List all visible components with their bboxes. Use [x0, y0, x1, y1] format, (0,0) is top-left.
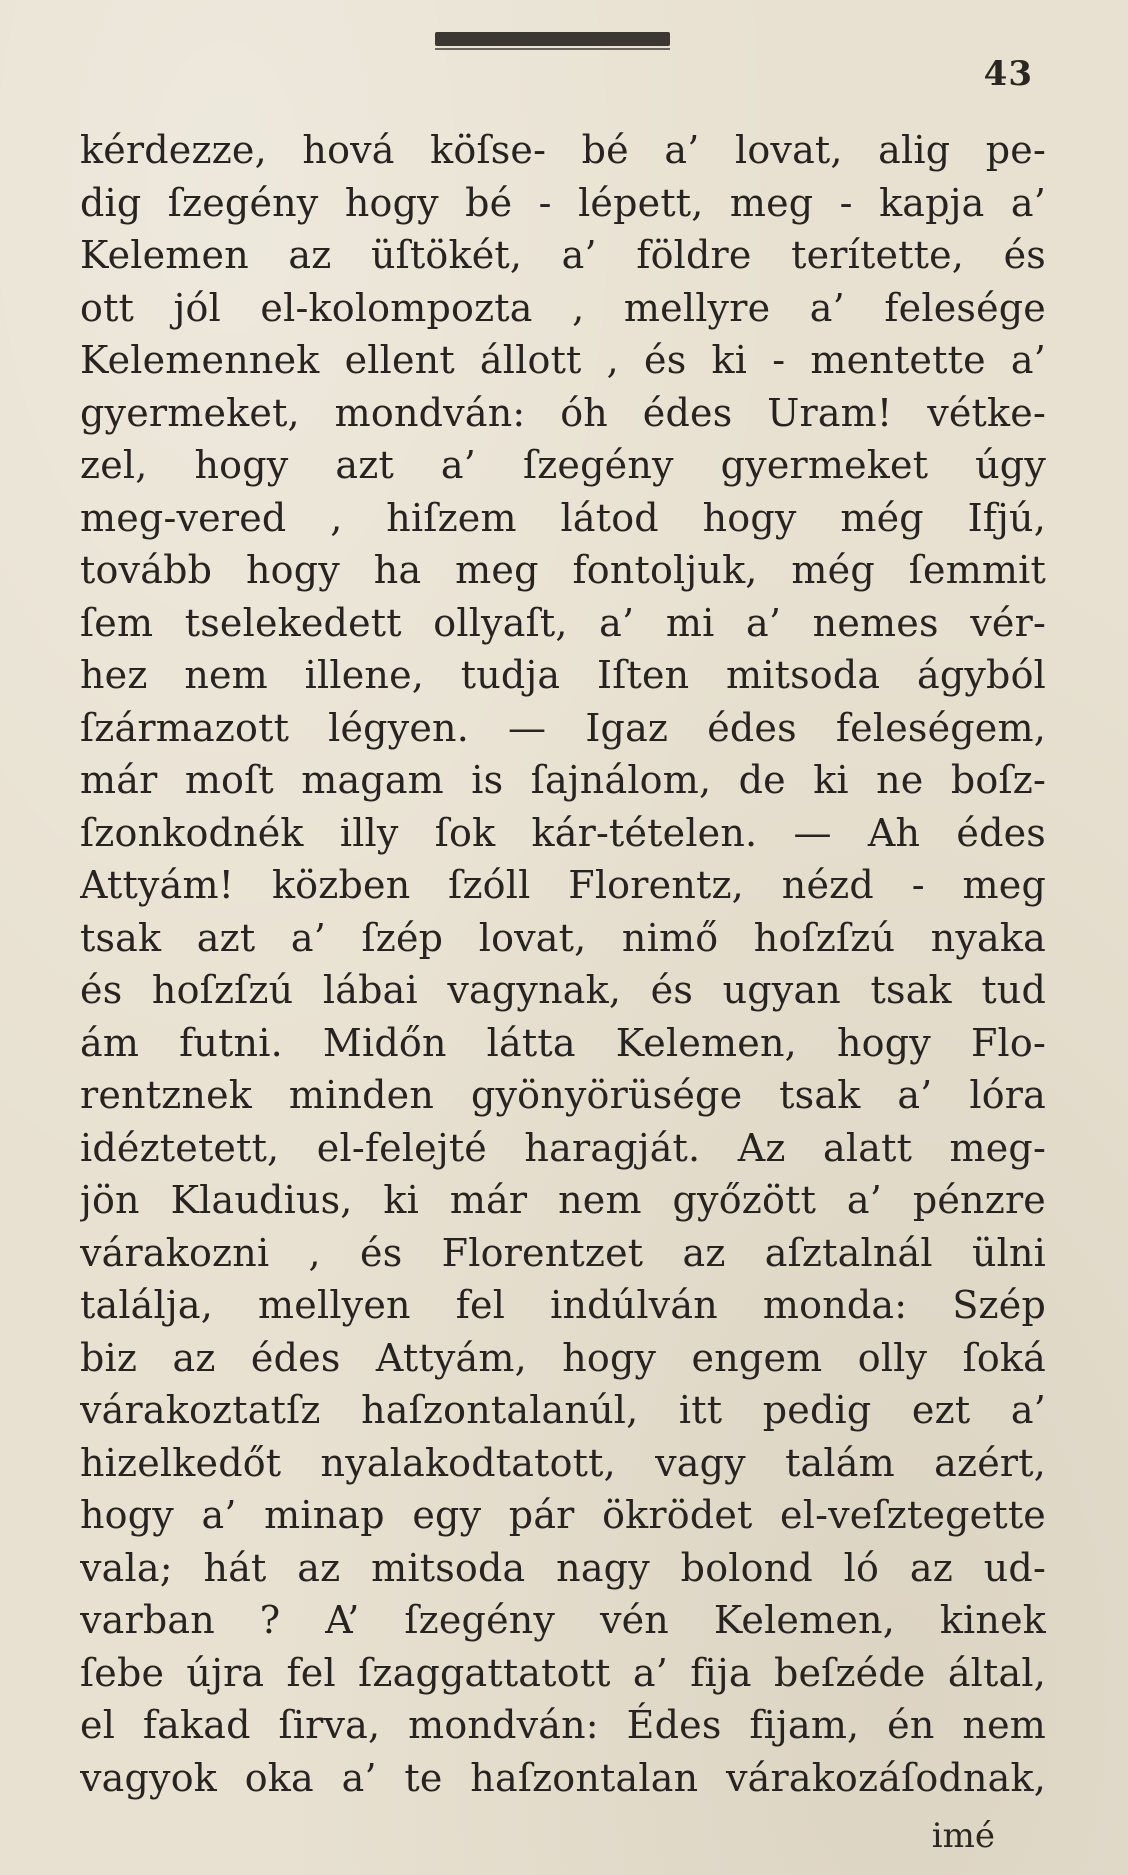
text-line: ám futni. Midőn látta Kelemen, hogy Flo- [80, 1020, 1046, 1065]
text-line: tsak azt a’ ſzép lovat, nimő hoſzſzú nyaka [80, 915, 1046, 960]
text-line: Kelemennek ellent állott , és ki - mentette a’ [80, 338, 1046, 382]
text-line: dig ſzegény hogy bé - lépett, meg - kapja a’ [80, 180, 1046, 225]
text-line: kérdezze, hová köſse- bé a’ lovat, alig pe- [80, 128, 1046, 172]
text-line: várakozni , és Florentzet az aſztalnál ülni [80, 1230, 1046, 1275]
text-line: már moſt magam is ſajnálom, de ki ne boſz- [80, 758, 1046, 802]
body-text [80, 124, 1046, 1804]
text-line: várakoztatſz haſzontalanúl, itt pedig ezt a’ [80, 1388, 1046, 1432]
text-line: varban ? A’ ſzegény vén Kelemen, kinek [80, 1598, 1046, 1642]
text-line: vala; hát az mitsoda nagy bolond ló az ud- [80, 1545, 1046, 1590]
text-line: hogy a’ minap egy pár ökrödet el-veſztegette [80, 1493, 1046, 1537]
text-line: jön Klaudius, ki már nem győzött a’ pénzre [80, 1178, 1046, 1222]
text-line: ſebe újra fel ſzaggattatott a’ fija beſzéde által, [80, 1650, 1046, 1695]
text-line: el fakad ſirva, mondván: Édes fijam, én nem [80, 1703, 1046, 1747]
text-line: Attyám! közben ſzóll Florentz, nézd - meg [80, 863, 1046, 907]
text-line: tovább hogy ha meg fontoljuk, még ſemmit [80, 548, 1046, 592]
text-line: meg-vered , hiſzem látod hogy még Ifjú, [80, 495, 1046, 540]
text-line: találja, mellyen fel indúlván monda: Szép [80, 1283, 1046, 1327]
text-line: ott jól el-kolompozta , mellyre a’ felesége [80, 285, 1046, 330]
text-line: gyermeket, mondván: óh édes Uram! vétke- [80, 390, 1046, 435]
text-line: hizelkedőt nyalakodtatott, vagy talám azért, [80, 1440, 1046, 1485]
text-line: Kelemen az üſtökét, a’ földre terítette, és [80, 233, 1046, 277]
catchword: imé [931, 1816, 995, 1856]
text-line: zel, hogy azt a’ ſzegény gyermeket úgy [80, 443, 1046, 487]
text-line: hez nem illene, tudja Iſten mitsoda ágyból [80, 653, 1046, 697]
text-line: és hoſzſzú lábai vagynak, és ugyan tsak tud [80, 968, 1046, 1012]
text-line: ſzármazott légyen. — Igaz édes feleségem, [80, 705, 1046, 750]
text-line: rentznek minden gyönyörüsége tsak a’ lóra [80, 1073, 1046, 1117]
page-number: 43 [983, 54, 1033, 94]
text-line: idéztetett, el-felejté haragját. Az alatt meg- [80, 1125, 1046, 1170]
text-line: vagyok oka a’ te haſzontalan várakozáſodnak, [80, 1755, 1046, 1800]
header-ornament-rule [435, 32, 670, 46]
text-line: ſem tselekedett ollyaſt, a’ mi a’ nemes vér- [80, 600, 1046, 645]
text-line: ſzonkodnék illy ſok kár-tételen. — Ah édes [80, 810, 1046, 855]
text-line: biz az édes Attyám, hogy engem olly ſoká [80, 1335, 1046, 1380]
